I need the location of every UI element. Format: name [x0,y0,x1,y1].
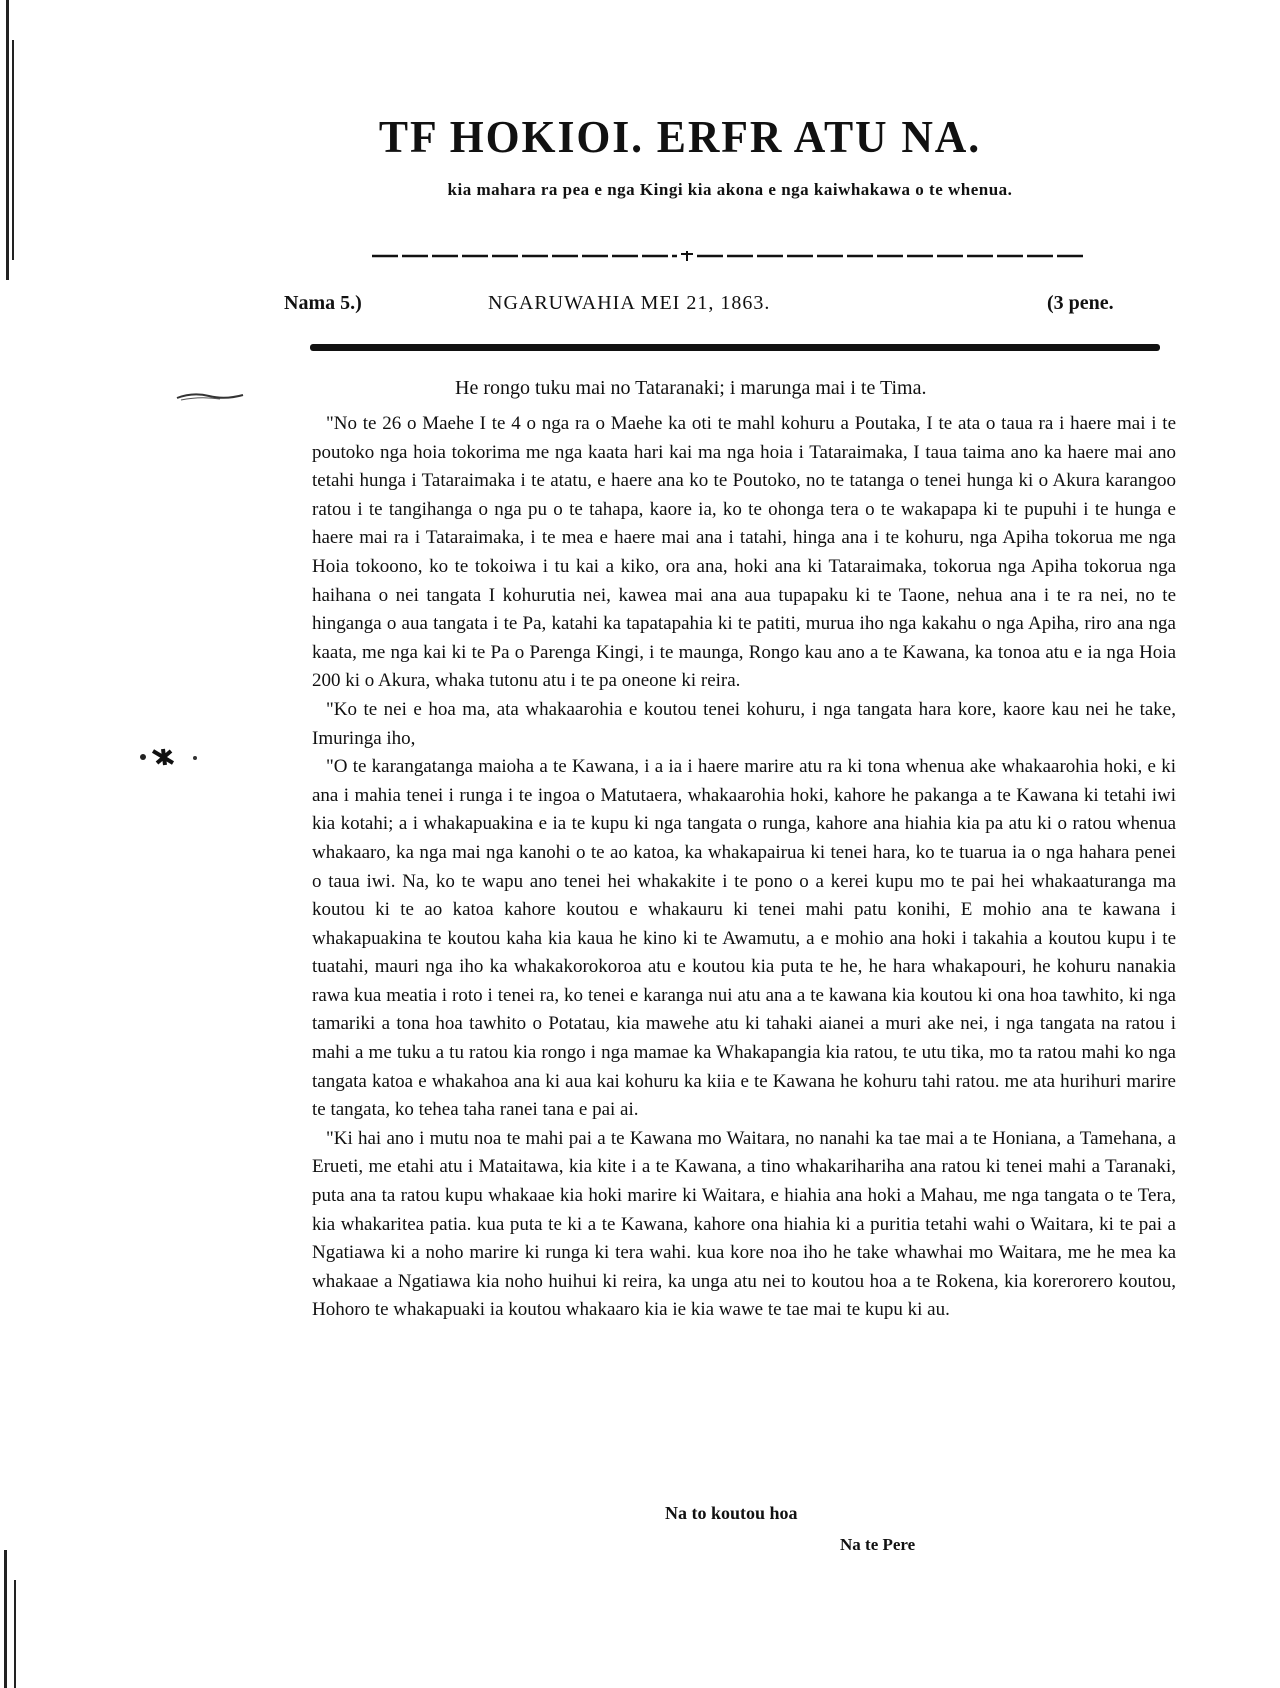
scan-edge-artifact [12,40,14,260]
article-paragraph: "Ki hai ano i mutu noa te mahi pai a te Kawana mo Waitara, no nanahi ka tae mai a te Honiana, a Tamehana, a Erueti, me etahi atu i Mataitawa, kia kite i a te Kawana, a tino whakarihariha ana ratou ki tenei mahi a Taranaki, puta ana ta ratou kupu whakaae kia hoki marire ki Waitara, e hiahia ana hoki a Mahau, me nga tangata o te Tera, kia whakaritea patia. kua puta te ki a te Kawana, kahore ona hiahia ki a puritia tetahi wahi o Waitara, ki te pai a Ngatiawa ki a noho marire ki runga ki tera wahi. kua kore noa iho he take whawhai mo Waitara, me he mea ka whakaae a Ngatiawa kia noho huihui ki reira, ka unga atu nei to koutou hoa a te Rokena, kia korerorero koutou, Hohoro te whakapuaki ia koutou whakaaro kia ie kia wawe te tae mai te kupu ki au. [312,1127,1176,1321]
masthead-subtitle: kia mahara ra pea e nga Kingi kia akona e nga kaiwhakawa o te whenua. [447,180,1013,199]
article-headline: He rongo tuku mai no Tataranaki; i marunga mai i te Tima. [455,377,927,399]
ink-smudge-icon [175,390,245,402]
article-paragraph: "O te karangatanga maioha a te Kawana, i a ia i haere marire atu ra ki tona whenua ake whakaarohia hoki, e ki ana i mahia tenei i runga i te ingoa o Matutaera, whakaarohia hoki, kahore he pakanga a te Kawana ki tetahi iwi kia kotahi; a i whakapuakina e ia te kupu ki nga tangata o runga, kahore ana hiahia kia pa atu ki o ratou whenua whakaaro, ka nga mai nga kanohi o te ao katoa, ka whakapairua ki tenei hara, ko te tuarua ia o nga hahara penei o taua iwi. Na, ko te wapu ano tenei hei whakakite i te pono o a kerei kupu mo te pai hei whakaaturanga ma koutou ki te ao katoa kahore koutou e whakauru ki tenei mahi patu konihi, E mohio ana te kawana i whakapuakina te koutou kaha kia kaua he kino ki te Awamutu, a e mohio ana hoki i takahia a koutou kupu i te tuatahi, mauri nga iho ka whakakorokoroa atu e koutou kia puta te he, he hara whakapouri, he kohuru nanakia rawa kua meatia i roto i tenei ra, ko tenei e karanga nui atu ana a te kawana kia koutou ki ona hoa tawhito, ki nga tamariki a tona hoa tawhito o Potatau, kia mawehe atu ki tahaki aianei a muri ake nei, i nga tangata na ratou i mahi a me tuku a tu ratou kia rongo i nga mamae ka Whakapangia kia ratou, te utu tika, mo ta ratou mahi ko nga tangata katoa e whakahoa ana ki aua kai kohuru ka kiia e te Kawana he kohuru tahi ratou. me ata hurihuri marire te tangata, ko tehea taha ranei tana e pai ai. [312,756,1176,1121]
scan-edge-artifact [6,0,9,280]
ornamental-divider [372,251,1087,261]
article-body [312,410,1176,1325]
scan-edge-artifact [14,1580,16,1688]
signoff-line-2: Na te Pere [840,1535,916,1554]
masthead-title: TF HOKIOI. ERFR ATU NA. [378,111,982,162]
ink-blot-icon [135,745,205,769]
article-paragraph: "Ko te nei e hoa ma, ata whakaarohia e koutou tenei kohuru, i nga tangata hara kore, kaore kau nei he take, Imuringa iho, [312,698,1176,749]
signoff-line-1: Na to koutou hoa [665,1503,798,1523]
article-paragraph: "No te 26 o Maehe I te 4 o nga ra o Maehe ka oti te mahl kohuru a Poutaka, I te ata o taua ra i haere mai i te poutoko nga hoia tokorima me nga kaata hari kai ma nga hoia i Tataraimaka, I taua taima ano ka haere mai ano tetahi hunga i Tataraimaka i te atatu, e haere ana ko te Poutoko, no te tatanga o tenei hunga ki o Akura karangoo ratou i te tangihanga o nga pu o te tahapa, kaore ia, ko te ohonga tera o te wakapapa ki te pupuhi i te hunga e haere mai ra i Tataraimaka, i te mea e haere mai ana i tatahi, hinga ana i te kohuru, nga Apiha tokorua me nga Hoia tokoono, ko te tokoiwa i tu kai a kiko, ora ana, hoki ana ki Tataraimaka, tokorua nga Apiha tokorua nga haihana o nei tangata I kohurutia nei, kawea mai ana aua tupapaku ki te Taone, nehua ana i te ra nei, no te hinganga o aua tangata i te Pa, katahi ka tapatapahia ki te patiti, murua iho nga kakahu o nga Apiha, riro ana nga kaata, me nga kai ki te Pa o Parenga Kingi, i te maunga, Rongo kau ano a te Kawana, ka tonoa atu e ia nga Hoia 200 ki o Akura, whaka tutonu atu i te pa oneone ki reira. [312,413,1176,692]
price: (3 pene. [1047,292,1114,314]
header-rule [310,344,1160,351]
scan-edge-artifact [4,1550,7,1688]
place-and-date: NGARUWAHIA MEI 21, 1863. [488,292,771,314]
issue-number: Nama 5.) [284,292,362,314]
